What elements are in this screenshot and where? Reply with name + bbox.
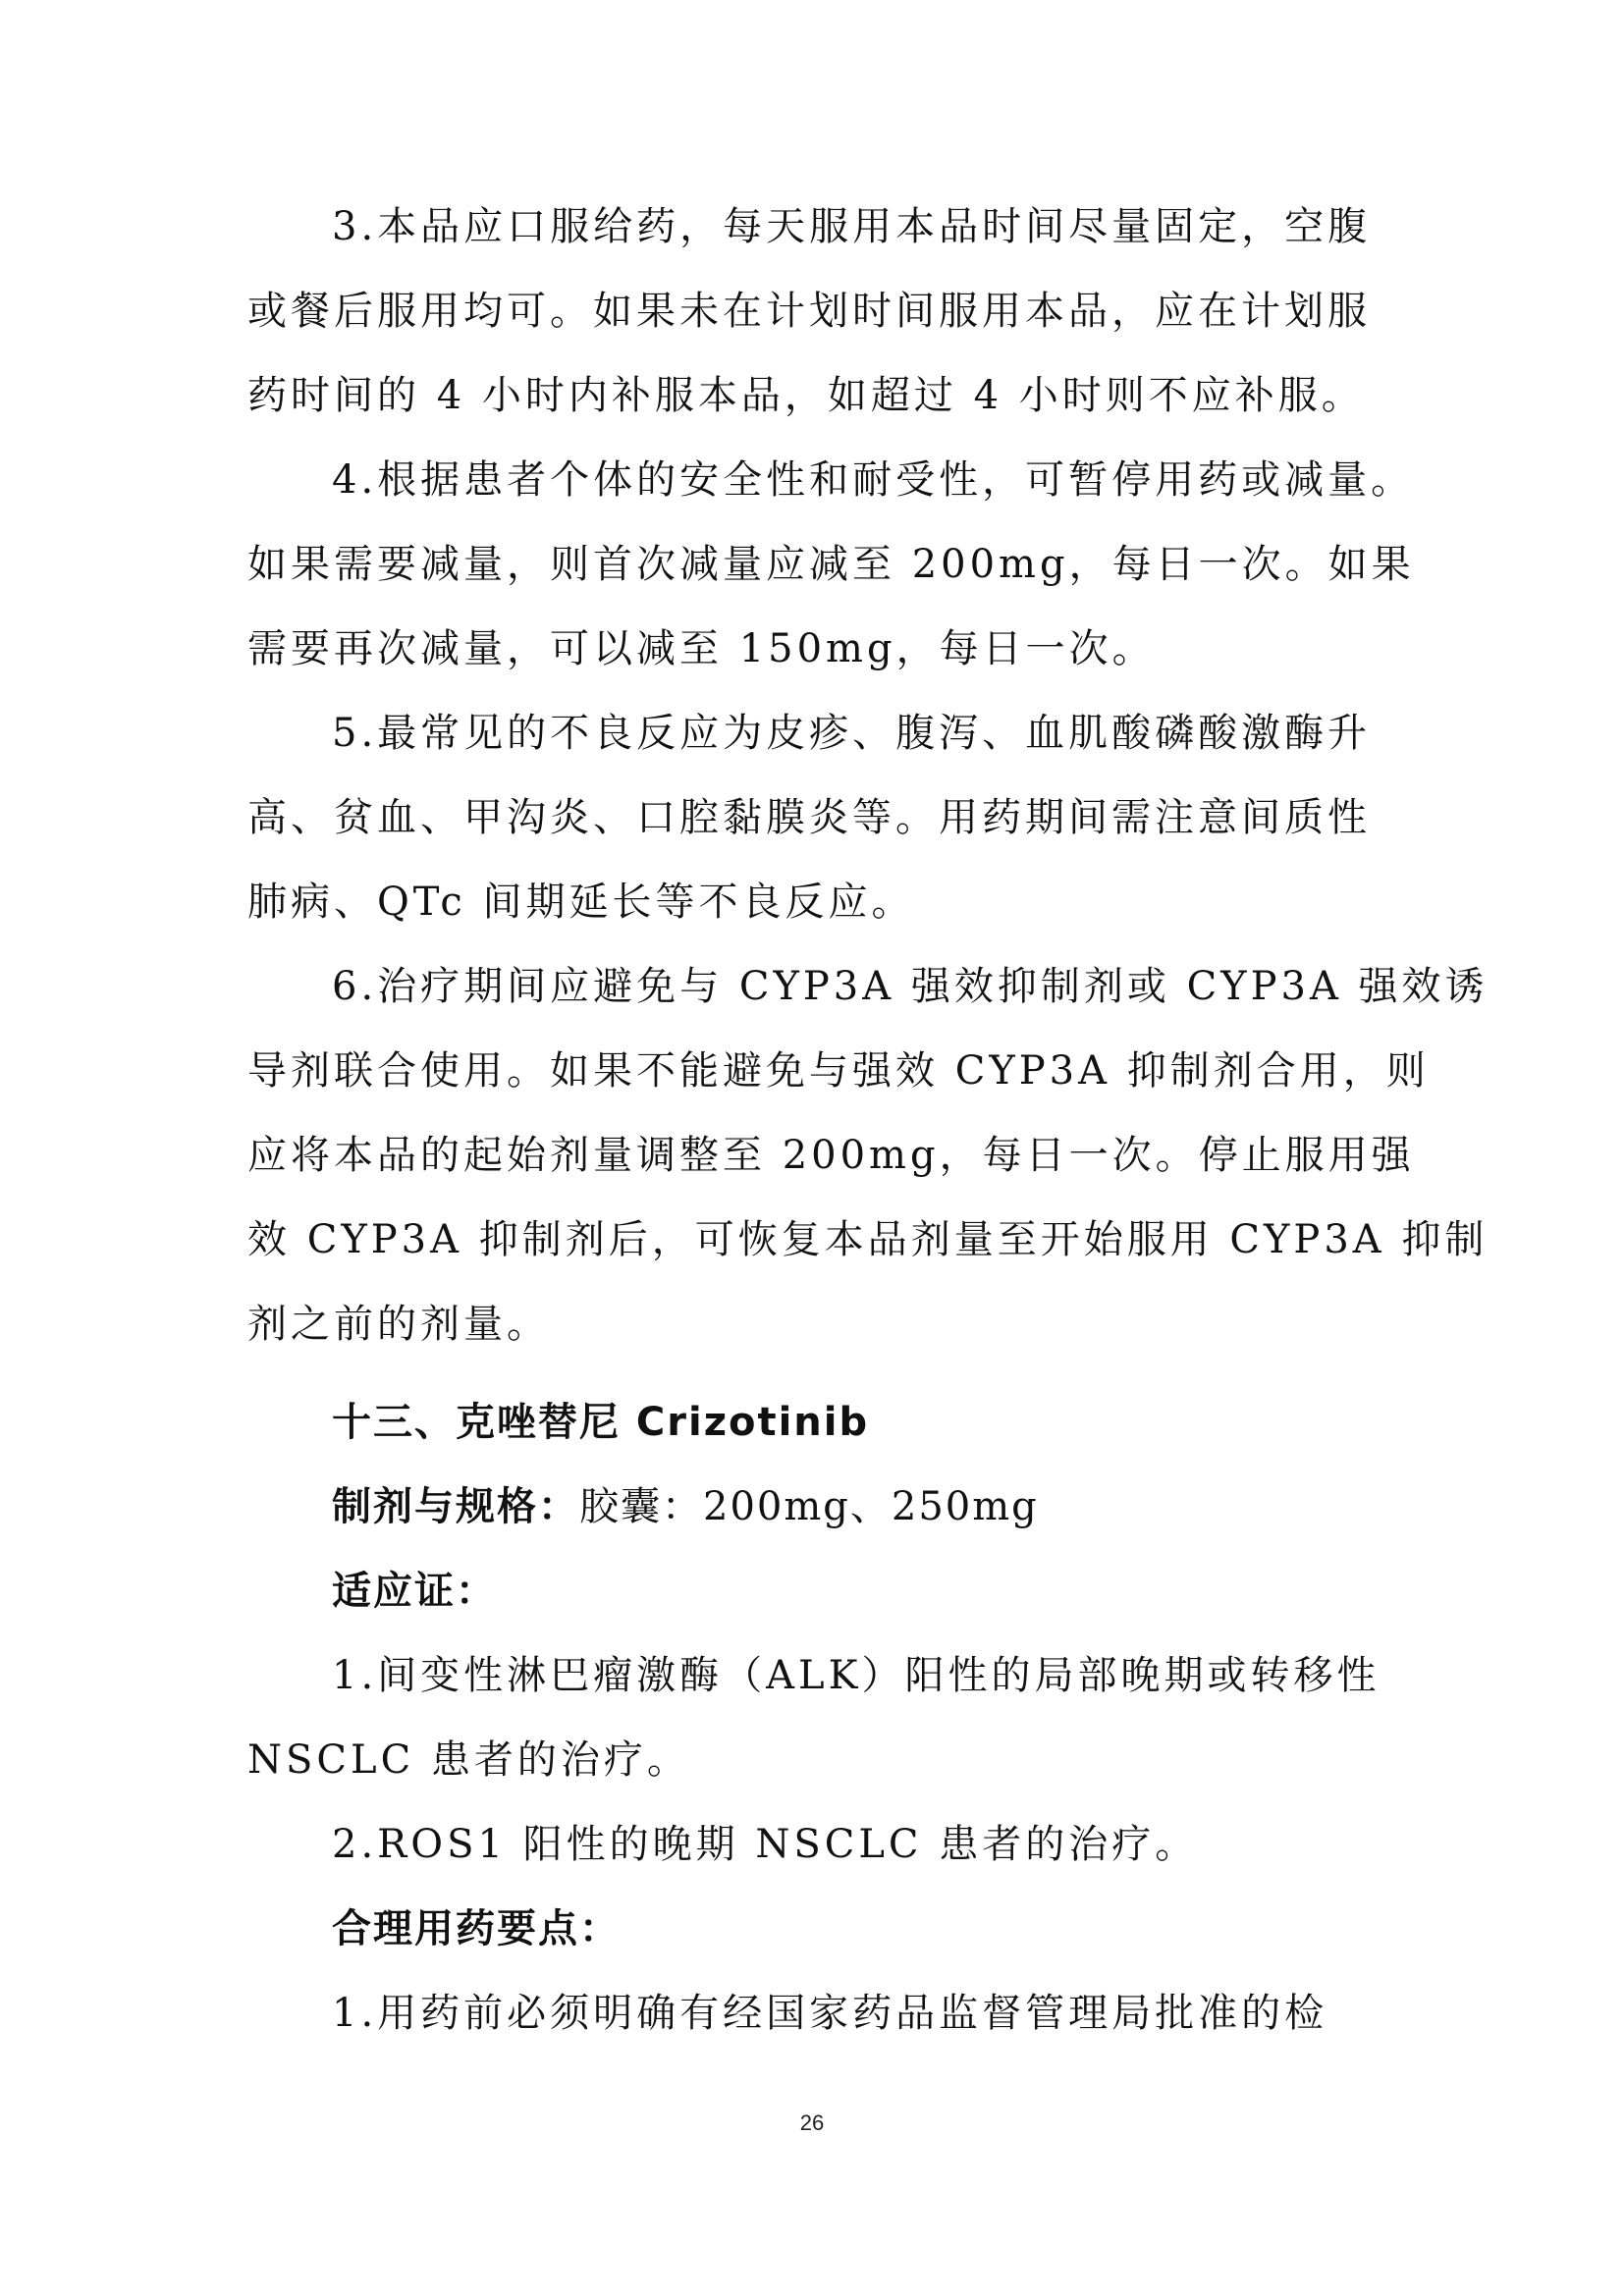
paragraph-line: 导剂联合使用。如果不能避免与强效 CYP3A 抑制剂合用，则 bbox=[247, 1048, 1430, 1094]
paragraph-line: 3.本品应口服给药，每天服用本品时间尽量固定，空腹 bbox=[332, 204, 1372, 249]
paragraph-line: 5.最常见的不良反应为皮疹、腹泻、血肌酸磷酸激酶升 bbox=[332, 711, 1372, 756]
paragraph-line: 6.治疗期间应避免与 CYP3A 强效抑制剂或 CYP3A 强效诱 bbox=[332, 964, 1489, 1009]
spec-line bbox=[332, 1481, 1039, 1532]
paragraph-line: 效 CYP3A 抑制剂后，可恢复本品剂量至开始服用 CYP3A 抑制 bbox=[247, 1217, 1489, 1262]
indication-line: NSCLC 患者的治疗。 bbox=[247, 1737, 690, 1783]
paragraph-line: 需要再次减量，可以减至 150mg，每日一次。 bbox=[247, 626, 1156, 671]
indication-line: 2.ROS1 阳性的晚期 NSCLC 患者的治疗。 bbox=[332, 1822, 1199, 1867]
paragraph-line: 高、贫血、甲沟炎、口腔黏膜炎等。用药期间需注意间质性 bbox=[247, 795, 1371, 840]
key-point-line: 1.用药前必须明确有经国家药品监督管理局批准的检 bbox=[332, 1991, 1328, 2036]
indications-label: 适应证： bbox=[332, 1569, 497, 1614]
paragraph-line: 或餐后服用均可。如果未在计划时间服用本品，应在计划服 bbox=[247, 289, 1371, 334]
paragraph-line: 应将本品的起始剂量调整至 200mg，每日一次。停止服用强 bbox=[247, 1133, 1415, 1178]
paragraph-line: 药时间的 4 小时内补服本品，如超过 4 小时则不应补服。 bbox=[247, 373, 1365, 418]
key-points-label: 合理用药要点： bbox=[332, 1906, 621, 1951]
section-heading: 十三、克唑替尼 Crizotinib bbox=[332, 1400, 870, 1445]
paragraph-line: 剂之前的剂量。 bbox=[247, 1302, 550, 1347]
paragraph-line: 肺病、QTc 间期延长等不良反应。 bbox=[247, 880, 915, 925]
spec-value: 胶囊：200mg、250mg bbox=[579, 1484, 1039, 1529]
indication-line: 1.间变性淋巴瘤激酶（ALK）阳性的局部晚期或转移性 bbox=[332, 1653, 1380, 1698]
paragraph-line: 如果需要减量，则首次减量应减至 200mg，每日一次。如果 bbox=[247, 542, 1415, 587]
page-number: 26 bbox=[799, 2110, 825, 2135]
spec-label: 制剂与规格： bbox=[332, 1484, 579, 1529]
paragraph-line: 4.根据患者个体的安全性和耐受性，可暂停用药或减量。 bbox=[332, 457, 1415, 503]
